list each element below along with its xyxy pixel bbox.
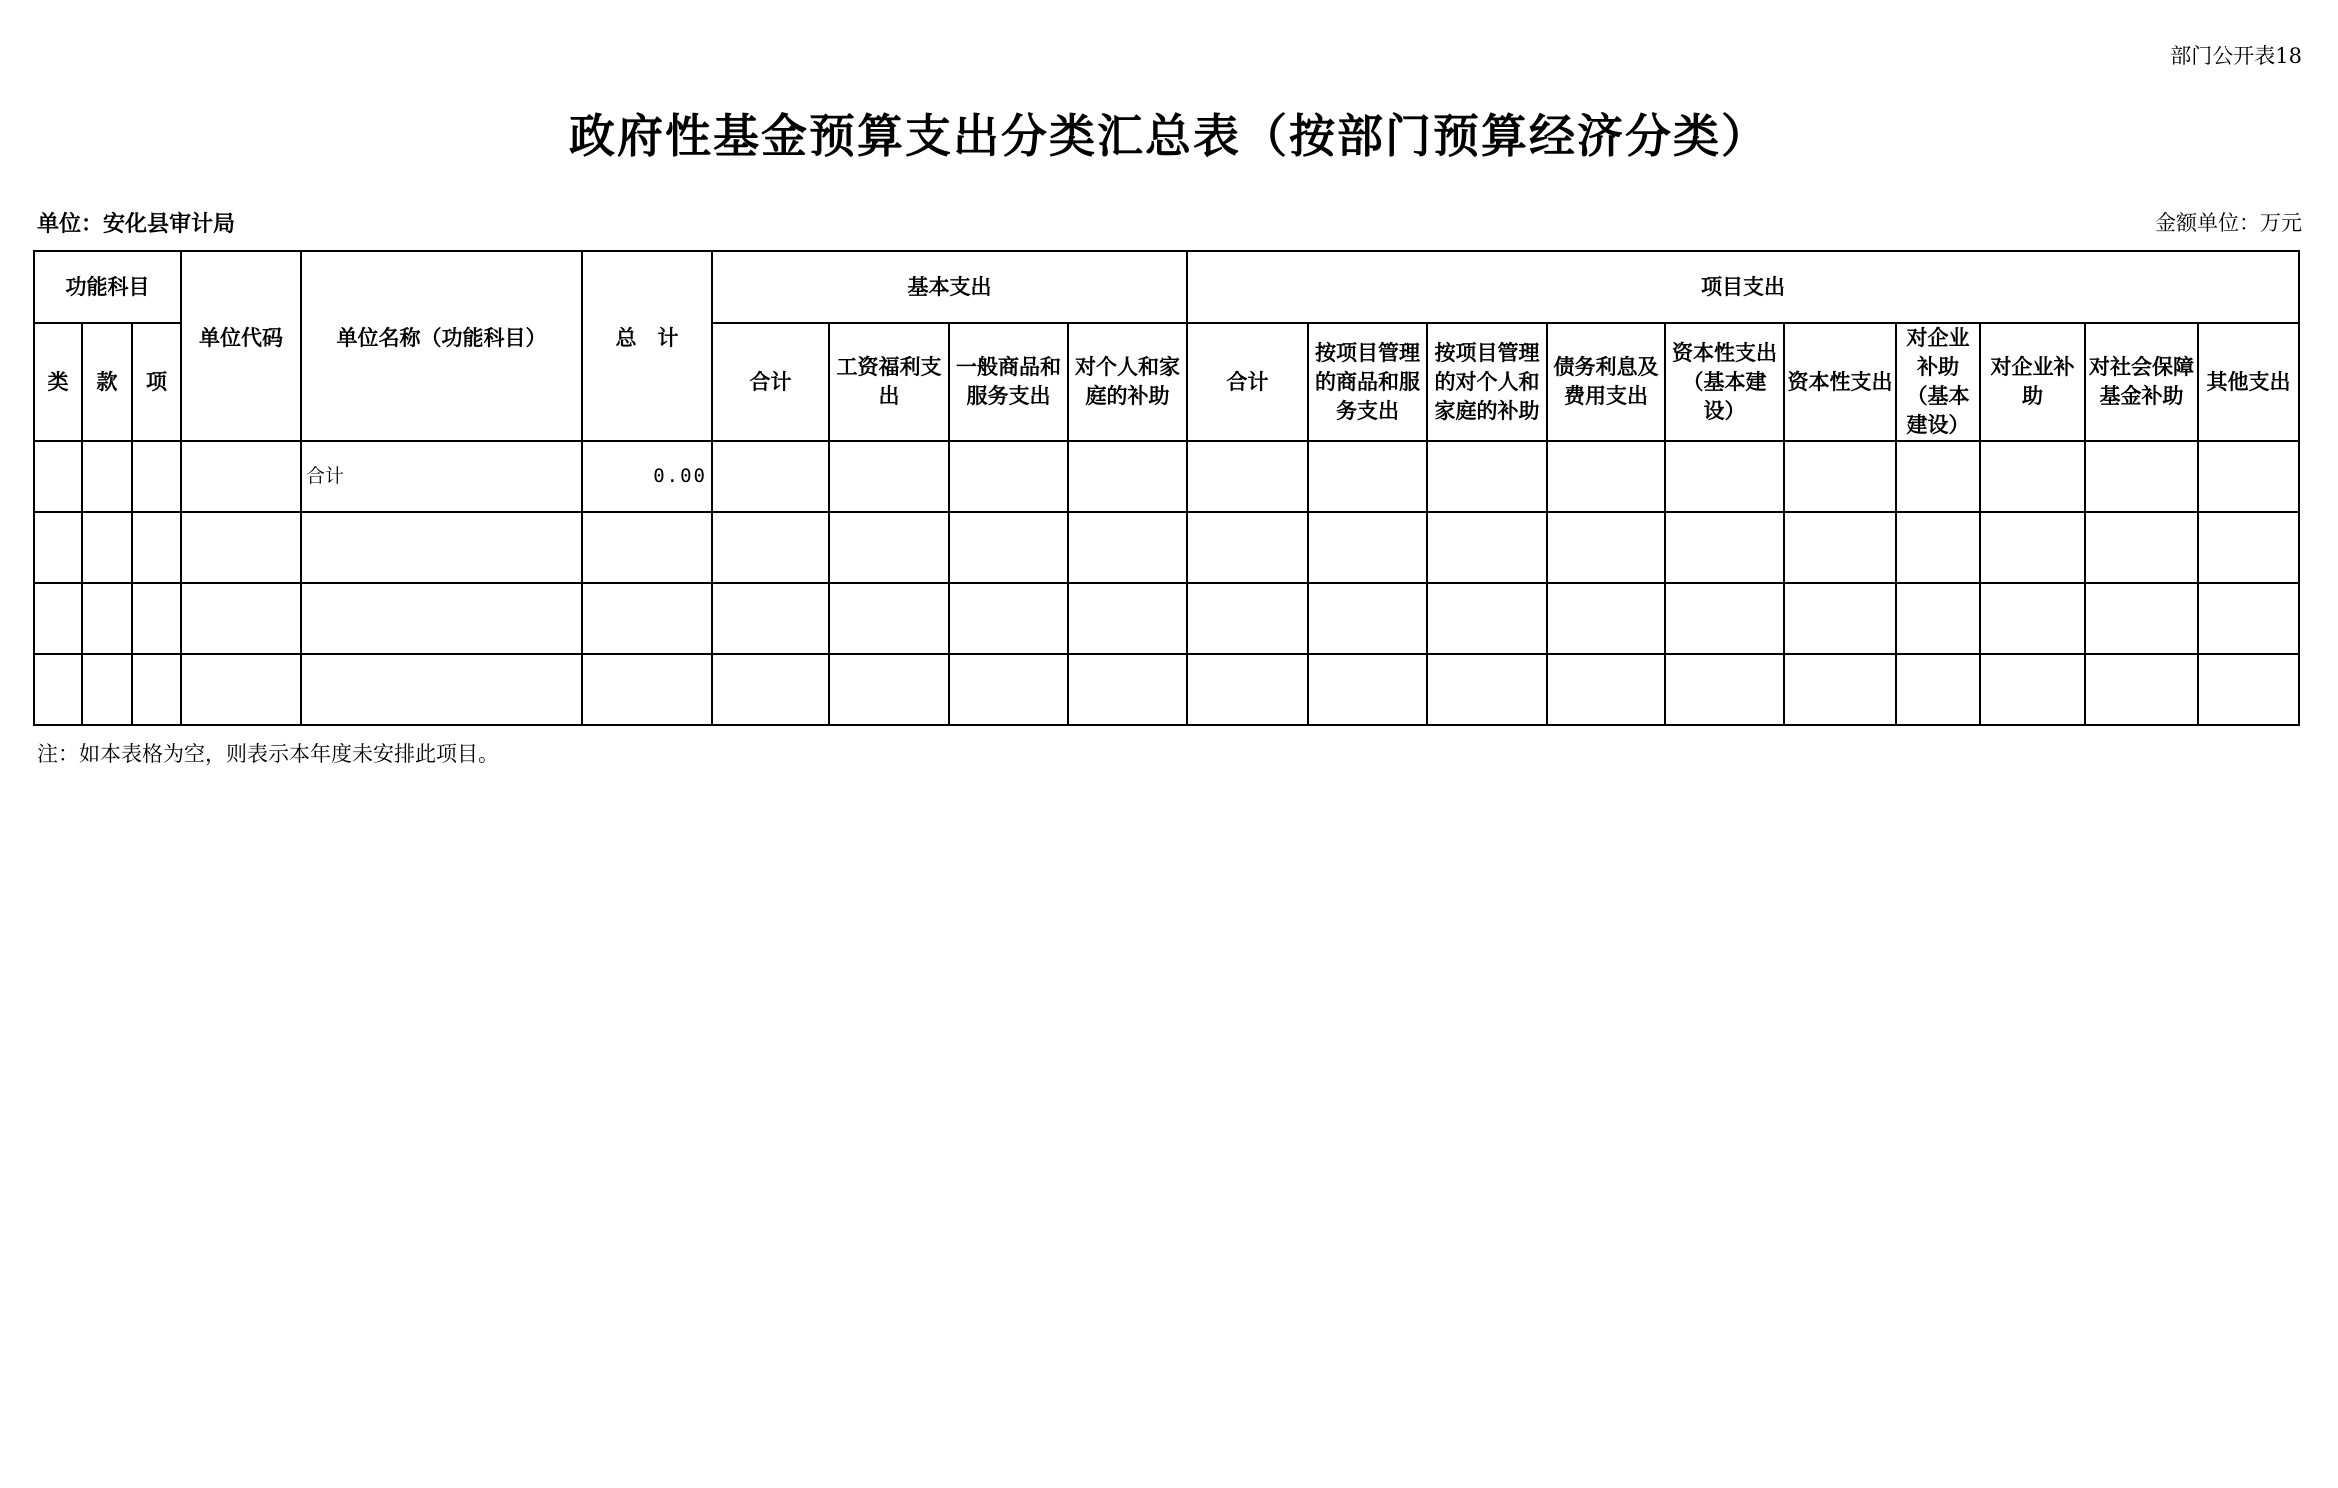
cell [82,512,132,583]
cell [1980,512,2085,583]
cell [301,654,582,725]
project-goods-services-header: 按项目管理的商品和服务支出 [1308,323,1427,441]
cell [1068,583,1187,654]
cell [1665,441,1784,512]
page-title: 政府性基金预算支出分类汇总表（按部门预算经济分类） [569,109,1769,163]
cell [1187,512,1308,583]
cell [1187,583,1308,654]
cell [582,583,712,654]
budget-table [33,250,2300,726]
cell [181,583,301,654]
cell [1427,583,1547,654]
cell [181,512,301,583]
cell [1187,654,1308,725]
cell [2085,583,2198,654]
lei-header: 类 [34,323,82,441]
footnote: 注：如本表格为空，则表示本年度未安排此项目。 [37,742,499,766]
cell [949,583,1068,654]
cell [829,583,949,654]
unit-code-header: 单位代码 [181,251,301,441]
cell [1896,441,1980,512]
cell [1665,583,1784,654]
cell [2085,654,2198,725]
cell [2198,583,2299,654]
cell [1547,654,1665,725]
cell [1784,583,1896,654]
cell [2198,512,2299,583]
project-total-header: 合计 [1187,323,1308,441]
cell [2198,441,2299,512]
form-number: 部门公开表18 [2170,44,2302,68]
social-security-subsidy-header: 对社会保障基金补助 [2085,323,2198,441]
cell [1308,512,1427,583]
project-individual-subsidy-header: 按项目管理的对个人和家庭的补助 [1427,323,1547,441]
cell [301,512,582,583]
table-row [34,441,2299,512]
enterprise-subsidy-construction-header: 对企业补助（基本建设） [1896,323,1980,441]
cell [1068,512,1187,583]
other-expense-header: 其他支出 [2198,323,2299,441]
cell [949,441,1068,512]
row-total-cell: 0.00 [582,441,712,512]
cell [829,512,949,583]
cell [132,583,181,654]
cell [1068,654,1187,725]
cell [582,512,712,583]
cell [949,512,1068,583]
cell [1784,512,1896,583]
cell [582,654,712,725]
func-group-header: 功能科目 [34,251,181,323]
currency-unit: 金额单位：万元 [2155,211,2302,235]
cell [1896,654,1980,725]
cell [34,441,82,512]
cell [34,512,82,583]
cell [1187,441,1308,512]
salary-welfare-header: 工资福利支出 [829,323,949,441]
table-row [34,654,2299,725]
cell [301,583,582,654]
cell [712,441,829,512]
header-row-1 [34,251,2299,323]
project-expense-header: 项目支出 [1187,251,2299,323]
cell [1896,583,1980,654]
cell [949,654,1068,725]
cell [1784,441,1896,512]
cell [1896,512,1980,583]
cell [132,441,181,512]
cell [1547,441,1665,512]
cell [181,654,301,725]
cell [1308,654,1427,725]
basic-expense-header: 基本支出 [712,251,1187,323]
cell [2085,441,2198,512]
table-row [34,512,2299,583]
table-row [34,583,2299,654]
debt-interest-header: 债务利息及费用支出 [1547,323,1665,441]
cell [1980,583,2085,654]
cell [1068,441,1187,512]
cell [181,441,301,512]
cell [1784,654,1896,725]
xiang-header: 项 [132,323,181,441]
cell [2085,512,2198,583]
cell [1547,512,1665,583]
cell [1980,654,2085,725]
organization-unit: 单位：安化县审计局 [37,212,236,237]
cell [1427,512,1547,583]
cell [82,583,132,654]
cell [1427,441,1547,512]
capital-expense-header: 资本性支出 [1784,323,1896,441]
cell [34,654,82,725]
cell [1547,583,1665,654]
cell [829,654,949,725]
cell [132,654,181,725]
cell [82,441,132,512]
cell [1665,654,1784,725]
cell [1308,583,1427,654]
capital-construction-header: 资本性支出（基本建设） [1665,323,1784,441]
row-name-cell: 合计 [301,441,582,512]
basic-total-header: 合计 [712,323,829,441]
cell [712,583,829,654]
goods-services-header: 一般商品和服务支出 [949,323,1068,441]
cell [1980,441,2085,512]
individual-family-subsidy-header: 对个人和家庭的补助 [1068,323,1187,441]
cell [2198,654,2299,725]
cell [34,583,82,654]
cell [1665,512,1784,583]
enterprise-subsidy-header: 对企业补助 [1980,323,2085,441]
cell [829,441,949,512]
cell [1308,441,1427,512]
cell [712,512,829,583]
total-header: 总 计 [582,251,712,441]
kuan-header: 款 [82,323,132,441]
cell [1427,654,1547,725]
cell [82,654,132,725]
unit-name-header: 单位名称（功能科目） [301,251,582,441]
cell [712,654,829,725]
cell [132,512,181,583]
